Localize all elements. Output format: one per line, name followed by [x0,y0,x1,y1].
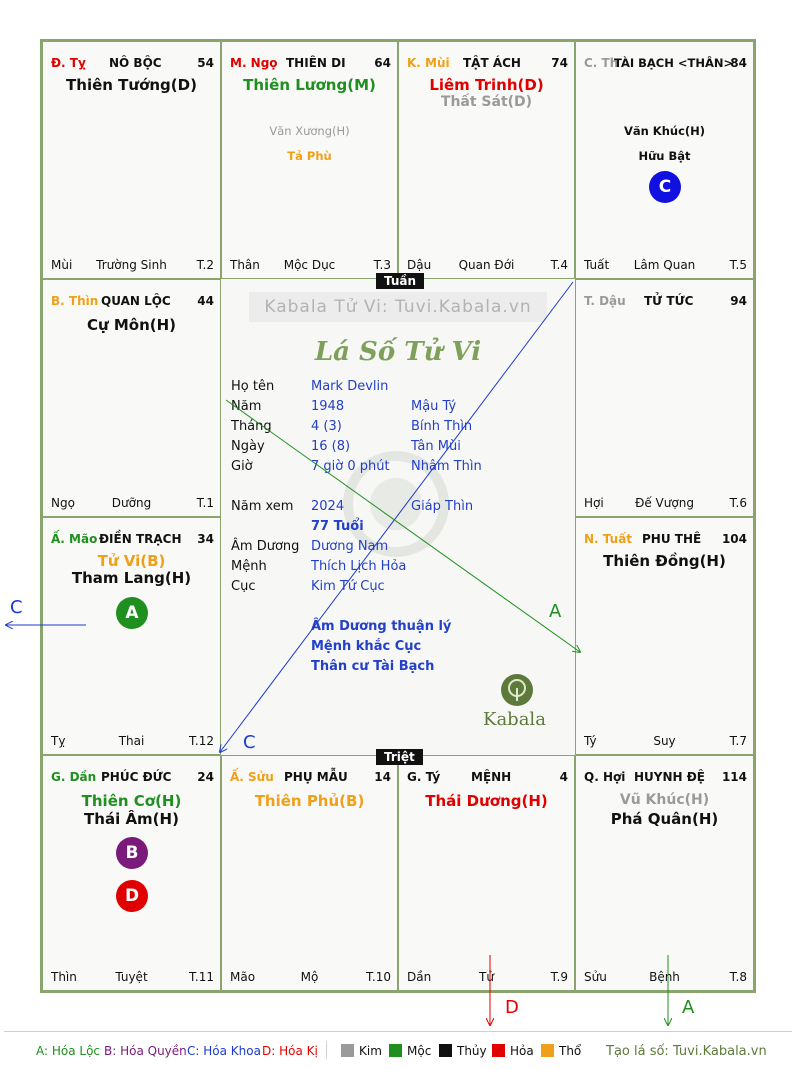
legend-thuy: Thủy [439,1044,487,1058]
minor-star: Tả Phù [287,149,332,163]
foot-left: Dậu [407,258,432,272]
legend-hoa-ki: D: Hóa Kị [262,1044,318,1058]
can-chi: G. Dần [51,770,97,784]
palace-name: HUYNH ĐỆ [634,770,705,784]
palace-number: 54 [197,56,214,70]
foot-right: T.1 [196,496,214,510]
foot-right: T.11 [189,970,214,984]
foot-right: T.6 [729,496,747,510]
main-star: Tham Lang(H) [71,569,192,587]
foot-left: Mùi [51,258,73,272]
main-star: Thiên Cơ(H) [81,792,182,810]
info-label: Năm [231,399,262,414]
main-star: Cự Môn(H) [86,316,177,334]
foot-mid: Lâm Quan [633,258,696,272]
palace-name: TẬT ÁCH [463,56,521,70]
foot-mid: Dưỡng [111,496,152,510]
foot-left: Thân [230,258,260,272]
info-label: Âm Dương [231,539,300,554]
palace-name: THIÊN DI [286,56,346,70]
minor-star: Hữu Bật [638,149,691,163]
can-chi: Đ. Tỵ [51,56,86,70]
info-label: Năm xem [231,499,294,514]
foot-left: Ngọ [51,496,75,510]
foot-right: T.10 [366,970,391,984]
arrow-label-c: C [243,732,256,753]
palace-name: PHÚC ĐỨC [101,770,172,784]
can-chi: Ấ. Mão [51,532,98,546]
arrow-label-c-out: C [10,597,23,618]
can-chi: M. Ngọ [230,56,278,70]
palace-name: PHU THÊ [642,532,702,546]
can-chi: G. Tý [407,770,441,784]
site-credit: Tạo lá số: Tuvi.Kabala.vn [606,1044,767,1059]
foot-right: T.12 [189,734,214,748]
info-value: 7 giờ 0 phút [311,459,390,474]
legend-moc: Mộc [389,1044,431,1058]
main-star: Thái Dương(H) [425,792,548,810]
foot-left: Tuất [584,258,610,272]
main-star: Phá Quân(H) [610,810,719,828]
palace-name: NÔ BỘC [109,56,162,70]
legend-tho: Thổ [541,1044,581,1058]
info-label: Giờ [231,459,253,474]
info-label: Cục [231,579,256,594]
tuan-label: Tuần [376,273,424,289]
palace-number: 104 [721,532,747,546]
foot-mid: Tuyệt [115,970,148,984]
palace-name: MỆNH [471,770,512,784]
triet-label: Triệt [376,749,423,765]
note: Mệnh khắc Cục [311,639,422,654]
foot-mid: Đế Vượng [635,496,694,510]
info-value-secondary: Mậu Tý [411,399,457,414]
arrow-label-a-out: A [682,997,695,1018]
main-star: Thiên Tướng(D) [66,76,197,94]
can-chi: T. Dậu [584,294,626,308]
foot-right: T.8 [729,970,747,984]
info-value: Mark Devlin [311,379,389,394]
can-chi: N. Tuất [584,532,633,546]
legend-hoa-loc: A: Hóa Lộc [36,1044,101,1058]
foot-left: Dần [407,970,432,984]
foot-mid: Mộc Dục [283,258,336,272]
main-star: Thái Âm(H) [84,810,179,828]
foot-mid: Tử [479,970,494,984]
info-value: Thích Lịch Hỏa [311,559,407,574]
note: Âm Dương thuận lý [311,619,452,634]
palace-number: 94 [730,294,747,308]
hoa-khoa-badge: C [649,171,681,203]
foot-left: Sửu [584,970,607,984]
foot-right: T.3 [373,258,391,272]
info-label: Tháng [231,419,272,434]
can-chi: K. Mùi [407,56,450,70]
foot-right: T.9 [550,970,568,984]
foot-mid: Mộ [300,970,319,984]
info-value-secondary: Nhâm Thìn [411,459,482,474]
can-chi: Ấ. Sửu [230,770,274,784]
palace-number: 24 [197,770,214,784]
main-star: Thiên Đồng(H) [603,552,726,570]
chart-title: Lá Số Tử Vi [314,337,482,367]
palace-number: 14 [374,770,391,784]
arrow-label-d: D [505,997,519,1018]
main-star: Tử Vi(B) [97,552,166,570]
note: Thân cư Tài Bạch [311,659,435,674]
info-value-secondary: Giáp Thìn [411,499,474,514]
palace-number: 64 [374,56,391,70]
hoa-loc-badge: A [116,597,148,629]
palace-name: PHỤ MẪU [284,770,348,784]
loc-arrow [226,400,580,652]
palace-name: ĐIỀN TRẠCH [99,532,182,546]
foot-right: T.2 [196,258,214,272]
moc-swatch [389,1044,402,1057]
info-value: 2024 [311,499,345,514]
khoa-arrow [220,282,573,752]
can-chi: Q. Hợi [584,770,626,784]
palace-number: 84 [730,56,747,70]
hoa-ki-badge: D [116,880,148,912]
main-star: Thất Sát(D) [440,94,533,110]
site-watermark: Kabala Tử Vi: Tuvi.Kabala.vn [249,292,547,322]
palace-name: TÀI BẠCH <THÂN> [614,56,734,70]
legend-hoa-quyen: B: Hóa Quyền [104,1044,187,1058]
kabala-logo-text: Kabala [483,709,546,730]
main-star: Thiên Phủ(B) [254,792,365,810]
minor-star: Văn Xương(H) [269,124,350,138]
foot-mid: Thai [118,734,145,748]
main-star: Liêm Trinh(D) [429,76,544,94]
arrow-label-a: A [549,601,562,622]
foot-right: T.4 [550,258,568,272]
palace-name: TỬ TỨC [644,294,694,308]
minor-star: Văn Khúc(H) [623,124,706,138]
palace-number: 74 [551,56,568,70]
foot-right: T.7 [729,734,747,748]
main-star: Thiên Lương(M) [243,76,376,94]
foot-mid: Trường Sinh [96,258,167,272]
palace-name: QUAN LỘC [101,294,171,308]
thuy-swatch [439,1044,452,1057]
can-chi: B. Thìn [51,294,99,308]
foot-left: Tỵ [51,734,66,748]
foot-left: Mão [230,970,256,984]
legend-bar [0,1033,796,1063]
legend-kim: Kim [341,1044,382,1058]
legend-divider [4,1031,792,1032]
info-value: 4 (3) [311,419,342,434]
info-label: Họ tên [231,379,275,394]
foot-mid: Bệnh [649,970,680,984]
palace-number: 4 [559,770,568,784]
palace-number: 34 [197,532,214,546]
info-value: Dương Nam [311,539,389,554]
legend-hoa-khoa: C: Hóa Khoa [187,1044,261,1058]
foot-mid: Quan Đới [458,258,515,272]
info-value-secondary: Tân Mùi [411,439,461,454]
foot-left: Tý [584,734,597,748]
foot-mid: Suy [653,734,676,748]
palace-number: 114 [721,770,747,784]
info-value-secondary: Bính Thìn [411,419,473,434]
info-value: 77 Tuổi [311,519,364,534]
info-label: Mệnh [231,559,267,574]
foot-right: T.5 [729,258,747,272]
hoa-swatch [492,1044,505,1057]
kim-swatch [341,1044,354,1057]
info-value: Kim Tứ Cục [311,579,385,594]
legend-separator [326,1041,327,1059]
main-star: Vũ Khúc(H) [619,792,710,808]
legend-hoa: Hỏa [492,1044,534,1058]
foot-left: Thìn [51,970,77,984]
hoa-quyen-badge: B [116,837,148,869]
foot-left: Hợi [584,496,604,510]
info-value: 16 (8) [311,439,351,454]
info-value: 1948 [311,399,345,414]
palace-number: 44 [197,294,214,308]
tho-swatch [541,1044,554,1057]
can-chi: C. Th [584,56,619,70]
info-label: Ngày [231,439,265,454]
